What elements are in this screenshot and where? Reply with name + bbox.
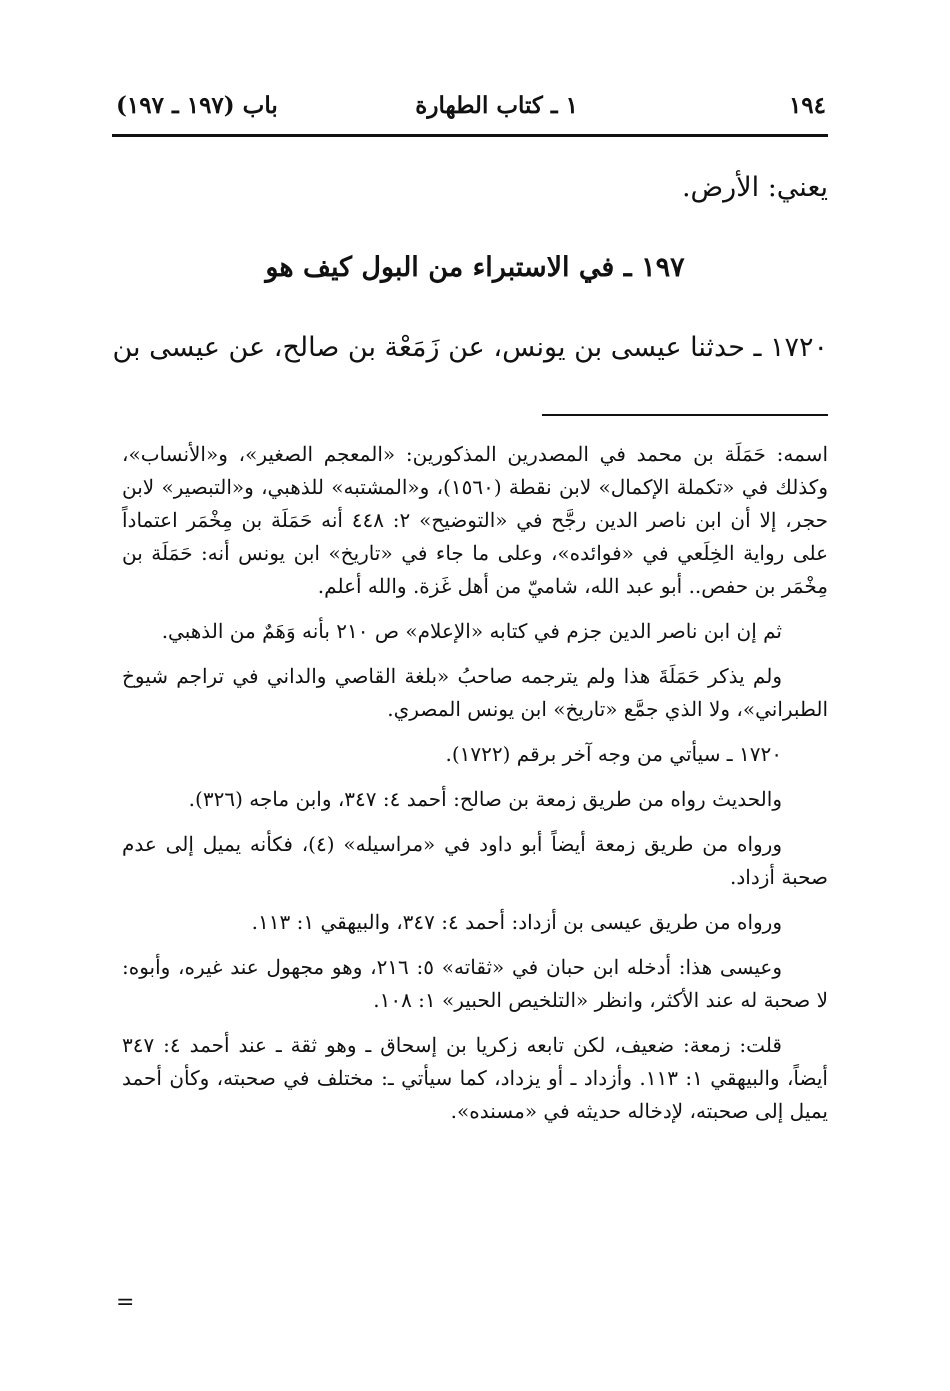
header-rule <box>112 134 828 137</box>
page-number: ١٩٤ <box>788 92 826 119</box>
footnotes <box>122 438 828 1140</box>
chapter-range: باب (١٩٧ ـ ١٩٧) <box>116 92 278 119</box>
chapter-heading: ١٩٧ ـ في الاستبراء من البول كيف هو <box>265 252 685 283</box>
footnote-paragraph: ورواه من طريق زمعة أيضاً أبو داود في «مراسيله» (٤)، فكأنه يميل إلى عدم صحبة أزداد. <box>122 832 828 889</box>
footnote-paragraph: والحديث رواه من طريق زمعة بن صالح: أحمد ٤: ٣٤٧، وابن ماجه (٣٢٦). <box>188 787 782 811</box>
footnote-paragraph: ولم يذكر حَمَلَةَ هذا ولم يترجمه صاحبُ «بلغة القاصي والداني في تراجم شيوخ الطبراني»، ولا الذي جمَّع «تاريخ» ابن يونس المصري. <box>122 664 828 721</box>
hadith-line: ١٧٢٠ ـ حدثنا عيسى بن يونس، عن زَمَعْة بن صالح، عن عيسى بن <box>112 332 828 363</box>
footnote-paragraph: ثم إن ابن ناصر الدين جزم في كتابه «الإعلام» ص ٢١٠ بأنه وَهَمٌ من الذهبي. <box>161 619 782 643</box>
continuation-mark: = <box>116 1290 135 1315</box>
footnote-separator <box>542 414 828 416</box>
footnote-paragraph: اسمه: حَمَلَة بن محمد في المصدرين المذكورين: «المعجم الصغير»، و«الأنساب»، وكذلك في «تكملة الإكمال» لابن نقطة (١٥٦٠)، و«المشتبه» للذهبي، و«التبصير» لابن حجر، إلا أن ابن ناصر الدين رجَّح في «التوضيح» ٢: ٤٤٨ أنه حَمَلَة بن مِخْمَر اعتماداً على رواية الخِلَعي في «فوائده»، وعلى ما جاء في «تاريخ» ابن يونس أنه: حَمَلَة بن مِخْمَر بن حفص.. أبو عبد الله، شاميّ من أهل غَزة. والله أعلم. <box>122 442 828 598</box>
footnote-paragraph: ١٧٢٠ ـ سيأتي من وجه آخر برقم (١٧٢٢). <box>445 742 782 766</box>
running-header <box>112 86 828 130</box>
book-title: ١ ـ كتاب الطهارة <box>415 92 578 119</box>
main-text-line: يعني: الأرض. <box>681 172 828 203</box>
footnote-paragraph: قلت: زمعة: ضعيف، لكن تابعه زكريا بن إسحاق ـ وهو ثقة ـ عند أحمد ٤: ٣٤٧ أيضاً، والبيهقي ١: ١١٣. وأزداد ـ أو يزداد، كما سيأتي ـ: مختلف في صحبته، وكأن أحمد يميل إلى صحبته، لإدخاله حديثه في «مسنده». <box>122 1033 828 1123</box>
footnote-paragraph: وعيسى هذا: أدخله ابن حبان في «ثقاته» ٥: ٢١٦، وهو مجهول عند غيره، وأبوه: لا صحبة له عند الأكثر، وانظر «التلخيص الحبير» ١: ١٠٨. <box>122 955 828 1012</box>
footnote-paragraph: ورواه من طريق عيسى بن أزداد: أحمد ٤: ٣٤٧، والبيهقي ١: ١١٣. <box>251 910 782 934</box>
